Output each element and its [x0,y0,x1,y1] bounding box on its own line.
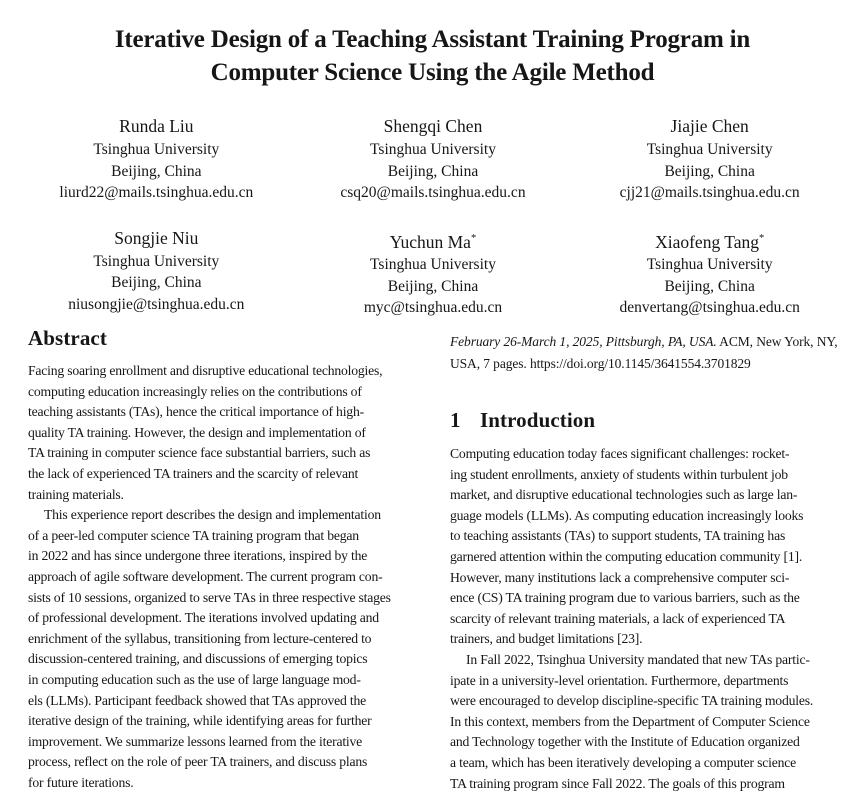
author-name: Songjie Niu [18,228,295,249]
author-affiliation: Tsinghua University [571,139,848,161]
text-line: for future iterations. [28,773,428,794]
author-email: niusongjie@tsinghua.edu.cn [18,294,295,316]
text-line: Computing education today faces significant challenges: rocket- [450,444,845,465]
text-line: guage models (LLMs). As computing education increasingly looks [450,506,845,527]
text-line: In this context, members from the Department of Computer Science [450,712,845,733]
author-name: Shengqi Chen [295,116,572,137]
author-email: csq20@mails.tsinghua.edu.cn [295,182,572,204]
author-card [18,116,295,204]
author-city: Beijing, China [295,276,572,298]
corresponding-author-mark: * [759,233,764,244]
text-line: However, many institutions lack a comprehensive computer sci- [450,568,845,589]
text-line: garnered attention within the computing education community [1]. [450,547,845,568]
author-name: Jiajie Chen [571,116,848,137]
paragraph [28,505,428,793]
author-name: Xiaofeng Tang* [571,228,848,253]
text-line: of a peer-led computer science TA training program that began [28,526,428,547]
text-line: In Fall 2022, Tsinghua University mandated that new TAs partic- [450,650,845,671]
right-column [450,331,845,794]
introduction-heading [450,408,845,432]
text-line: the lack of experienced TA trainers and the scarcity of relevant [28,464,428,485]
text-line: ing student enrollments, anxiety of students within turbulent job [450,465,845,486]
author-city: Beijing, China [18,272,295,294]
author-affiliation: Tsinghua University [295,139,572,161]
text-line: in computing education such as the use of large language mod- [28,670,428,691]
text-line: quality TA training. However, the design and implementation of [28,423,428,444]
citation-text [450,331,845,374]
paper-title-line: Iterative Design of a Teaching Assistant Training Program in [0,23,865,56]
author-email: cjj21@mails.tsinghua.edu.cn [571,182,848,204]
author-city: Beijing, China [295,161,572,183]
left-column [28,325,428,793]
text-line: market, and disruptive educational technologies such as large lan- [450,485,845,506]
author-affiliation: Tsinghua University [295,254,572,276]
paper-title-line: Computer Science Using the Agile Method [0,56,865,89]
abstract-body [28,361,428,793]
text-line: to teaching assistants (TAs) to support students, TA training has [450,526,845,547]
introduction-body [450,444,845,794]
text-line: els (LLMs). Participant feedback showed that TAs approved the [28,691,428,712]
citation-publisher-doi: ACM, New York, NY, USA, 7 pages. https://doi.org/10.1145/3641554.3701829 [450,334,838,371]
text-line: trainers, and budget limitations [23]. [450,629,845,650]
text-line: in 2022 and has since undergone three iterations, inspired by the [28,546,428,567]
author-city: Beijing, China [18,161,295,183]
text-line: This experience report describes the design and implementation [28,505,428,526]
text-line: a team, which has been iteratively developing a computer science [450,753,845,774]
citation-venue: February 26-March 1, 2025, Pittsburgh, PA, USA. [450,334,717,349]
text-line: teaching assistants (TAs), hence the critical importance of high- [28,402,428,423]
text-line: process, reflect on the role of peer TA trainers, and discuss plans [28,752,428,773]
text-line: discussion-centered training, and discussions of emerging topics [28,649,428,670]
author-card [295,116,572,204]
author-affiliation: Tsinghua University [571,254,848,276]
text-line: and Technology together with the Institute of Education organized [450,732,845,753]
author-affiliation: Tsinghua University [18,251,295,273]
author-city: Beijing, China [571,276,848,298]
text-line: scarcity of relevant training materials, a lack of experienced TA [450,609,845,630]
author-card [571,228,848,319]
author-name: Runda Liu [18,116,295,137]
abstract-heading: Abstract [28,325,428,351]
paragraph [450,444,845,650]
author-email: myc@tsinghua.edu.cn [295,297,572,319]
text-line: improvement. We summarize lessons learned from the iterative [28,732,428,753]
text-line: were encouraged to develop discipline-specific TA training modules. [450,691,845,712]
corresponding-author-mark: * [471,233,476,244]
text-line: ence (CS) TA training program due to various barriers, such as the [450,588,845,609]
author-affiliation: Tsinghua University [18,139,295,161]
author-card [295,228,572,319]
section-number: 1 [450,408,480,432]
text-line: TA training in computer science face substantial barriers, such as [28,443,428,464]
text-line: TA training program since Fall 2022. The goals of this program [450,774,845,794]
text-line: training materials. [28,485,428,506]
author-email: liurd22@mails.tsinghua.edu.cn [18,182,295,204]
text-line: computing education increasingly relies on the contributions of [28,382,428,403]
citation-block [450,331,845,374]
author-card [18,228,295,319]
author-card [571,116,848,204]
author-name: Yuchun Ma* [295,228,572,253]
text-line: sists of 10 sessions, organized to serve TAs in three respective stages [28,588,428,609]
section-title: Introduction [480,408,595,432]
text-line: iterative design of the training, while identifying areas for further [28,711,428,732]
author-city: Beijing, China [571,161,848,183]
authors-block [18,116,848,319]
text-line: ipate in a university-level orientation. Furthermore, departments [450,671,845,692]
text-line: enrichment of the syllabus, transitioning from lecture-centered to [28,629,428,650]
paragraph [28,361,428,505]
text-line: of professional development. The iterations involved updating and [28,608,428,629]
author-email: denvertang@tsinghua.edu.cn [571,297,848,319]
text-line: Facing soaring enrollment and disruptive educational technologies, [28,361,428,382]
paper-title [0,23,865,89]
text-line: approach of agile software development. The current program con- [28,567,428,588]
paragraph [450,650,845,794]
